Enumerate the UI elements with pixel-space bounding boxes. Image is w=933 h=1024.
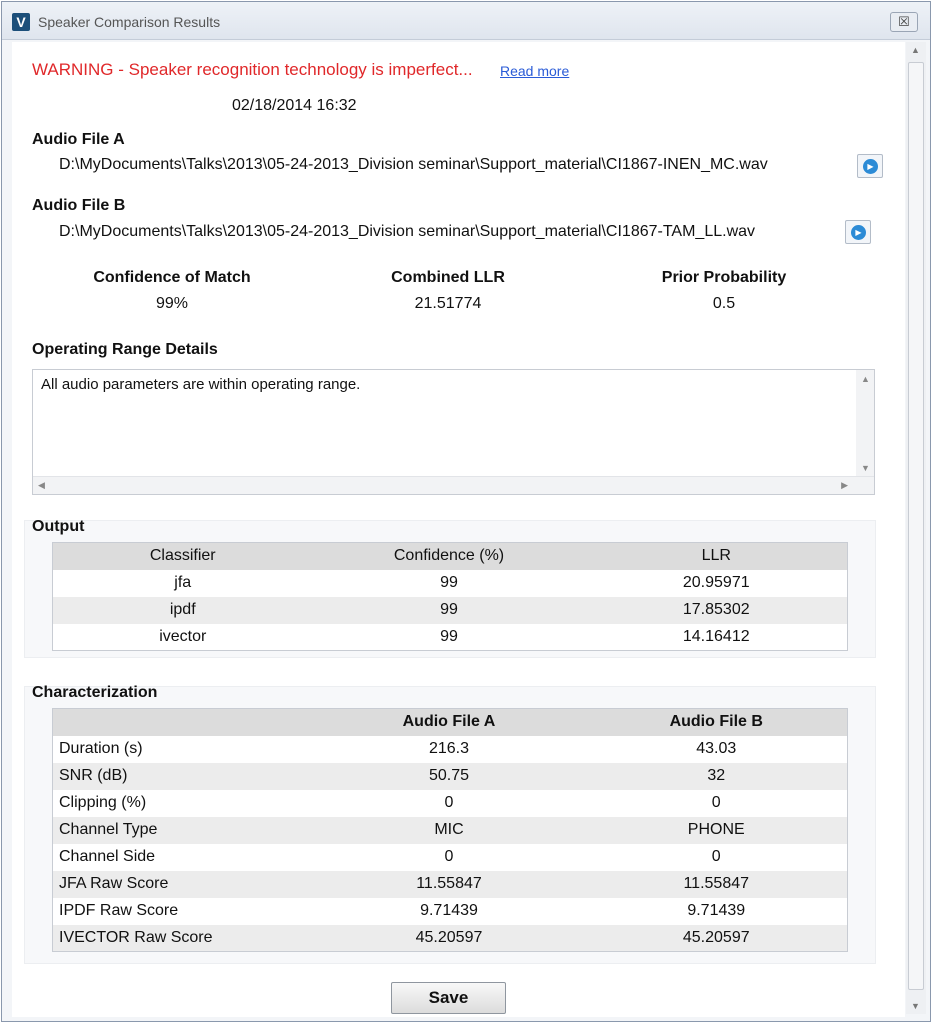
audio-a-cell: 0 [313,790,586,817]
warning-text: WARNING - Speaker recognition technology is imperfect... [32,60,473,79]
llr-cell: 17.85302 [586,597,848,624]
column-header[interactable]: Audio File B [586,709,848,736]
audio-file-b-path: D:\MyDocuments\Talks\2013\05-24-2013_Division seminar\Support_material\CI1867-TAM_LL.wav [59,223,756,240]
timestamp: 02/18/2014 16:32 [232,97,357,114]
audio-a-cell: 0 [313,844,586,871]
table-row[interactable] [53,817,848,844]
close-button[interactable] [890,12,918,32]
vertical-scrollbar[interactable] [856,370,874,477]
table-header-row [53,543,848,570]
table-row[interactable] [53,925,848,952]
play-icon: ▶ [863,159,878,174]
confidence-cell: 99 [313,624,586,651]
window-title: Speaker Comparison Results [38,14,221,30]
operating-range-textbox[interactable] [32,369,875,495]
llr-cell: 14.16412 [586,624,848,651]
combined-llr-value: 21.51774 [414,295,482,312]
confidence-cell: 99 [313,597,586,624]
row-label: SNR (dB) [53,763,313,790]
audio-b-cell: 45.20597 [586,925,848,952]
audio-file-a-label: Audio File A [32,131,125,148]
scroll-down-icon[interactable]: ▼ [911,1001,920,1011]
audio-b-cell: 0 [586,844,848,871]
audio-a-cell: 9.71439 [313,898,586,925]
audio-b-cell: 43.03 [586,736,848,763]
table-row[interactable] [53,844,848,871]
scroll-right-icon: ▶ [841,480,848,490]
scroll-up-icon[interactable]: ▲ [911,45,920,55]
audio-a-cell: 11.55847 [313,871,586,898]
table-row[interactable] [53,570,848,597]
llr-cell: 20.95971 [586,570,848,597]
close-icon: ☒ [898,14,910,29]
classifier-cell: ivector [53,624,313,651]
row-label: Channel Side [53,844,313,871]
speaker-comparison-window [1,1,931,1022]
audio-b-cell: 9.71439 [586,898,848,925]
save-button[interactable]: Save [391,982,506,1014]
results-content [12,42,905,1017]
table-header-row [53,709,848,736]
audio-file-a-path: D:\MyDocuments\Talks\2013\05-24-2013_Division seminar\Support_material\CI1867-INEN_MC.wav [59,156,768,173]
operating-range-label: Operating Range Details [32,341,218,358]
column-header[interactable]: Confidence (%) [313,543,586,570]
window-scrollbar[interactable] [906,42,926,1014]
table-row[interactable] [53,597,848,624]
audio-b-cell: 11.55847 [586,871,848,898]
audio-file-b-label: Audio File B [32,197,126,214]
characterization-label: Characterization [32,684,158,701]
play-audio-b-button[interactable] [845,220,871,244]
output-table [52,542,848,651]
row-label: IPDF Raw Score [53,898,313,925]
table-row[interactable] [53,624,848,651]
column-header [53,709,313,736]
audio-a-cell: 50.75 [313,763,586,790]
table-row[interactable] [53,898,848,925]
column-header[interactable]: Audio File A [313,709,586,736]
table-row[interactable] [53,790,848,817]
audio-b-cell: PHONE [586,817,848,844]
audio-b-cell: 32 [586,763,848,790]
scroll-left-icon: ◀ [38,480,45,490]
confidence-label: Confidence of Match [93,269,251,286]
table-row[interactable] [53,736,848,763]
row-label: Clipping (%) [53,790,313,817]
table-row[interactable] [53,763,848,790]
prior-probability-label: Prior Probability [661,269,787,286]
title-bar[interactable] [2,2,930,40]
row-label: Duration (s) [53,736,313,763]
audio-a-cell: MIC [313,817,586,844]
audio-a-cell: 45.20597 [313,925,586,952]
confidence-cell: 99 [313,570,586,597]
row-label: JFA Raw Score [53,871,313,898]
row-label: IVECTOR Raw Score [53,925,313,952]
column-header[interactable]: Classifier [53,543,313,570]
combined-llr-label: Combined LLR [391,269,505,286]
classifier-cell: ipdf [53,597,313,624]
app-logo-icon: V [12,13,30,31]
play-icon: ▶ [851,225,866,240]
classifier-cell: jfa [53,570,313,597]
operating-range-text: All audio parameters are within operating range. [41,376,361,393]
play-audio-a-button[interactable] [857,154,883,178]
output-label: Output [32,518,85,535]
scroll-down-icon: ▼ [861,463,870,473]
confidence-value: 99% [155,295,189,312]
scrollbar-thumb[interactable] [908,62,924,990]
read-more-link[interactable]: Read more [500,63,570,79]
horizontal-scrollbar[interactable] [33,476,874,494]
characterization-table [52,708,848,952]
table-row[interactable] [53,871,848,898]
scroll-up-icon: ▲ [861,374,870,384]
audio-a-cell: 216.3 [313,736,586,763]
prior-probability-value: 0.5 [712,295,736,312]
column-header[interactable]: LLR [586,543,848,570]
audio-b-cell: 0 [586,790,848,817]
row-label: Channel Type [53,817,313,844]
